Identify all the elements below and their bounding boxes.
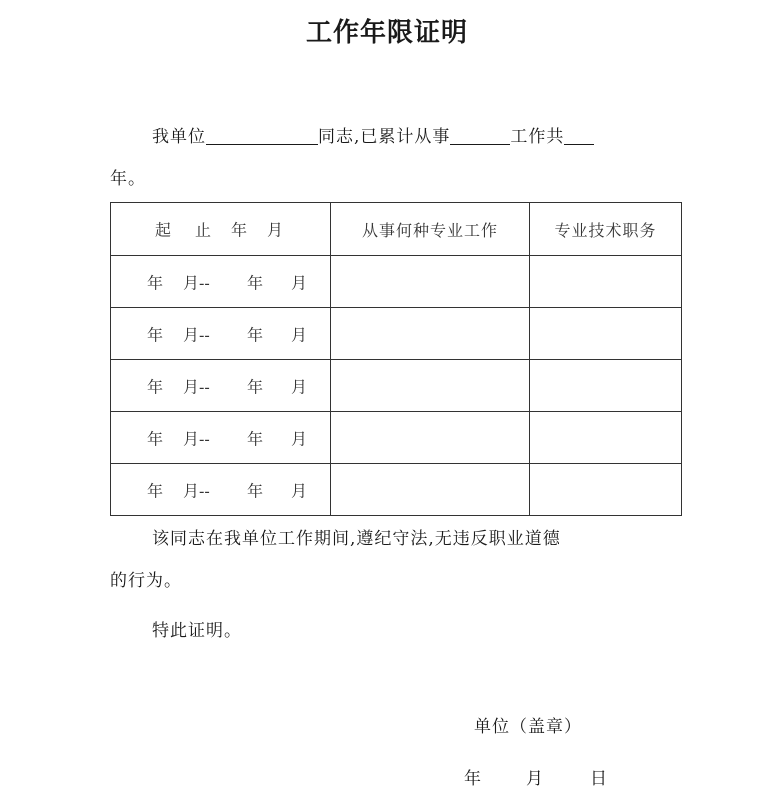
year-to: 年 <box>247 325 264 344</box>
period-cell[interactable] <box>111 464 331 516</box>
header-period-char-4: 月 <box>267 220 285 240</box>
table-row <box>111 464 682 516</box>
month-from: 月-- <box>183 377 210 396</box>
date-month: 月 <box>526 769 544 789</box>
date-year: 年 <box>464 769 482 789</box>
header-title: 专业技术职务 <box>530 203 682 256</box>
period-cell[interactable] <box>111 412 331 464</box>
name-blank[interactable] <box>206 127 318 145</box>
intro-line-1 <box>152 122 594 147</box>
year-from: 年 <box>147 273 164 292</box>
conduct-line-2: 的行为。 <box>110 571 182 591</box>
year-from: 年 <box>147 325 164 344</box>
title-cell[interactable] <box>530 256 682 308</box>
header-period-char-3: 年 <box>231 220 249 240</box>
document-title: 工作年限证明 <box>305 18 468 48</box>
month-from: 月-- <box>183 481 210 500</box>
conduct-line-1: 该同志在我单位工作期间,遵纪守法,无违反职业道德 <box>152 529 561 549</box>
year-to: 年 <box>247 429 264 448</box>
date-day: 日 <box>590 769 608 789</box>
work-cell[interactable] <box>331 464 530 516</box>
header-period <box>111 203 331 256</box>
year-to: 年 <box>247 481 264 500</box>
title-cell[interactable] <box>530 360 682 412</box>
header-work: 从事何种专业工作 <box>331 203 530 256</box>
intro-line-2: 年。 <box>110 169 146 189</box>
header-period-char-2: 止 <box>195 220 213 240</box>
year-from: 年 <box>147 481 164 500</box>
month-from: 月-- <box>183 429 210 448</box>
period-cell[interactable] <box>111 308 331 360</box>
month-to: 月 <box>291 481 308 500</box>
table-row <box>111 360 682 412</box>
year-to: 年 <box>247 273 264 292</box>
intro-text-comrade: 同志,已累计从事 <box>318 127 451 147</box>
period-cell[interactable] <box>111 256 331 308</box>
table-row <box>111 412 682 464</box>
month-to: 月 <box>291 377 308 396</box>
work-cell[interactable] <box>331 360 530 412</box>
work-type-blank[interactable] <box>450 127 510 145</box>
table-row <box>111 256 682 308</box>
title-cell[interactable] <box>530 412 682 464</box>
intro-text-work-total: 工作共 <box>510 127 565 147</box>
month-to: 月 <box>291 325 308 344</box>
month-from: 月-- <box>183 273 210 292</box>
month-to: 月 <box>291 429 308 448</box>
month-to: 月 <box>291 273 308 292</box>
year-from: 年 <box>147 377 164 396</box>
period-cell[interactable] <box>111 360 331 412</box>
work-cell[interactable] <box>331 308 530 360</box>
header-period-char-1: 起 <box>155 220 173 240</box>
year-to: 年 <box>247 377 264 396</box>
work-cell[interactable] <box>331 412 530 464</box>
employment-history-table <box>110 202 682 516</box>
table-row <box>111 308 682 360</box>
unit-seal-label: 单位（盖章） <box>474 717 582 737</box>
title-cell[interactable] <box>530 308 682 360</box>
work-cell[interactable] <box>331 256 530 308</box>
title-cell[interactable] <box>530 464 682 516</box>
year-from: 年 <box>147 429 164 448</box>
month-from: 月-- <box>183 325 210 344</box>
intro-text-unit: 我单位 <box>152 127 206 147</box>
years-blank[interactable] <box>564 127 594 145</box>
table-header-row <box>111 203 682 256</box>
closing-statement: 特此证明。 <box>152 621 242 641</box>
